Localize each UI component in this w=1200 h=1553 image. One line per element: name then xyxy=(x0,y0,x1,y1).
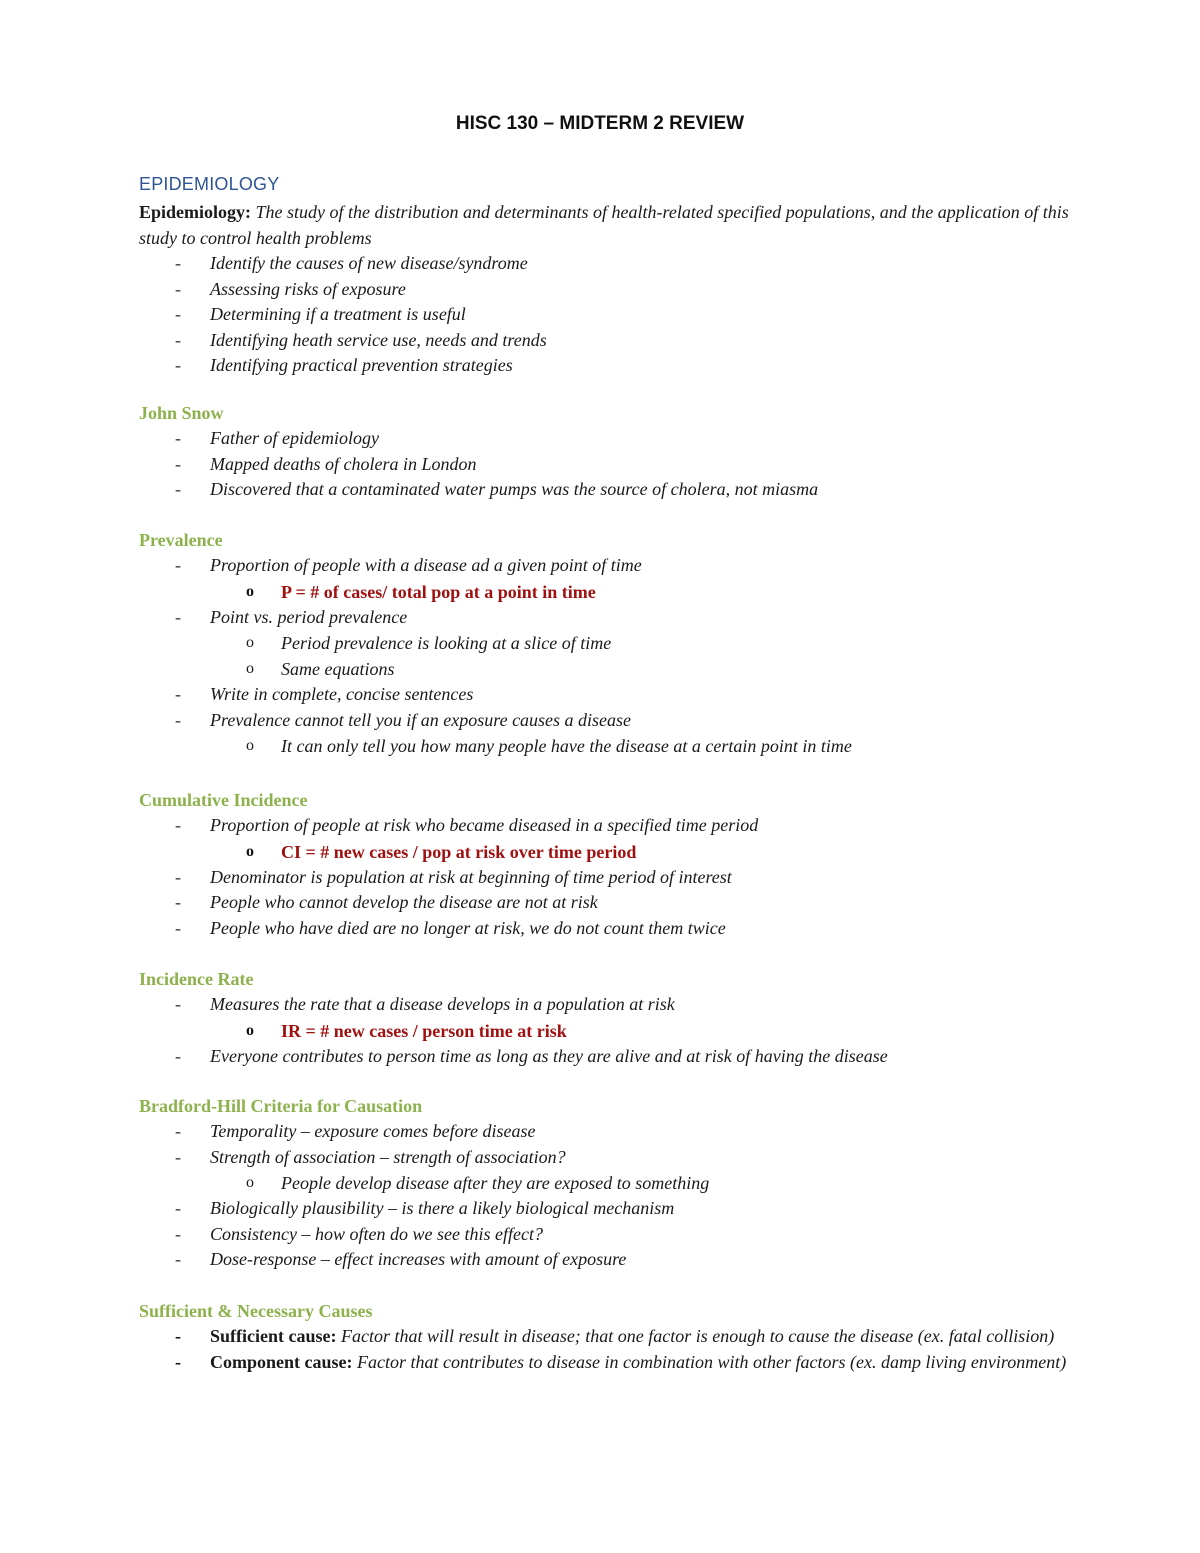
sub-list-item: o Period prevalence is looking at a slice of time xyxy=(139,630,1099,656)
list-item: - Identifying practical prevention strategies xyxy=(139,353,1079,379)
list-item xyxy=(139,708,1099,760)
subheading-incidence-rate: Incidence Rate xyxy=(139,969,254,989)
list-item: - Mapped deaths of cholera in London xyxy=(139,452,1099,478)
list-item-text: Point vs. period prevalence xyxy=(210,606,408,627)
list-item: - Biologically plausibility – is there a likely biological mechanism xyxy=(139,1196,1099,1222)
list-item: - People who cannot develop the disease are not at risk xyxy=(139,890,1099,916)
list-item: - Identify the causes of new disease/syndrome xyxy=(139,251,1079,277)
section-cumulative-incidence xyxy=(139,787,1099,941)
list-item-text: Strength of association – strength of association? xyxy=(210,1146,566,1167)
definition-text: The study of the distribution and determinants of health-related specified populations, and the application of this study to control health problems xyxy=(139,202,1069,248)
list-item-text: Measures the rate that a disease develops in a population at risk xyxy=(210,994,675,1014)
subheading-bradford-hill: Bradford-Hill Criteria for Causation xyxy=(139,1096,423,1116)
epidemiology-uses-list xyxy=(139,251,1079,379)
list-item xyxy=(139,813,1099,865)
sufficient-cause-text: Factor that will result in disease; that one factor is enough to cause the disease (ex. fatal collision) xyxy=(340,1326,1055,1346)
section-incidence-rate xyxy=(139,966,1099,1069)
list-item: - Everyone contributes to person time as long as they are alive and at risk of having the disease xyxy=(139,1044,1099,1070)
ci-formula: o CI = # new cases / pop at risk over time period xyxy=(139,839,1099,865)
list-item: - Dose-response – effect increases with amount of exposure xyxy=(139,1247,1099,1273)
section-heading-epidemiology: EPIDEMIOLOGY xyxy=(139,174,280,194)
component-cause-term: Component cause: xyxy=(210,1351,353,1372)
list-item: - People who have died are no longer at risk, we do not count them twice xyxy=(139,916,1099,942)
subheading-john-snow: John Snow xyxy=(139,403,224,423)
list-item xyxy=(139,1350,1099,1376)
sub-list-item: o People develop disease after they are exposed to something xyxy=(139,1170,1099,1196)
sub-list-item: o Same equations xyxy=(139,656,1099,682)
list-item: - Assessing risks of exposure xyxy=(139,277,1079,303)
list-item: - Write in complete, concise sentences xyxy=(139,682,1099,708)
list-item: - Discovered that a contaminated water pumps was the source of cholera, not miasma xyxy=(139,477,1099,503)
sufficient-cause-term: Sufficient cause: xyxy=(210,1326,337,1346)
subheading-cumulative-incidence: Cumulative Incidence xyxy=(139,790,308,810)
section-prevalence xyxy=(139,527,1099,759)
list-item: - Identifying heath service use, needs and trends xyxy=(139,328,1079,354)
section-bradford-hill xyxy=(139,1093,1099,1273)
section-causes xyxy=(139,1298,1099,1375)
list-item: - Father of epidemiology xyxy=(139,426,1099,452)
list-item: - Denominator is population at risk at beginning of time period of interest xyxy=(139,865,1099,891)
epidemiology-definition xyxy=(139,200,1079,379)
list-item: - Determining if a treatment is useful xyxy=(139,302,1079,328)
ir-formula: o IR = # new cases / person time at risk xyxy=(139,1018,1099,1044)
list-item xyxy=(139,992,1099,1044)
list-item: - Temporality – exposure comes before disease xyxy=(139,1119,1099,1145)
component-cause-text: Factor that contributes to disease in combination with other factors (ex. damp living environment) xyxy=(357,1351,1067,1372)
definition-term: Epidemiology: xyxy=(139,202,252,222)
list-item-text: Proportion of people with a disease ad a given point of time xyxy=(210,555,642,575)
prevalence-formula: o P = # of cases/ total pop at a point in time xyxy=(139,579,1099,605)
document-title: HISC 130 – MIDTERM 2 REVIEW xyxy=(455,113,745,134)
list-item-text: Prevalence cannot tell you if an exposure causes a disease xyxy=(210,709,632,730)
subheading-prevalence: Prevalence xyxy=(139,530,223,550)
list-item xyxy=(139,1324,1099,1350)
sub-list-item: o It can only tell you how many people have the disease at a certain point in time xyxy=(139,733,1099,759)
list-item xyxy=(139,553,1099,605)
section-john-snow xyxy=(139,400,1099,503)
subheading-causes: Sufficient & Necessary Causes xyxy=(139,1301,373,1321)
list-item-text: Proportion of people at risk who became diseased in a specified time period xyxy=(210,815,759,835)
list-item xyxy=(139,1145,1099,1197)
list-item xyxy=(139,605,1099,683)
list-item: - Consistency – how often do we see this effect? xyxy=(139,1222,1099,1248)
